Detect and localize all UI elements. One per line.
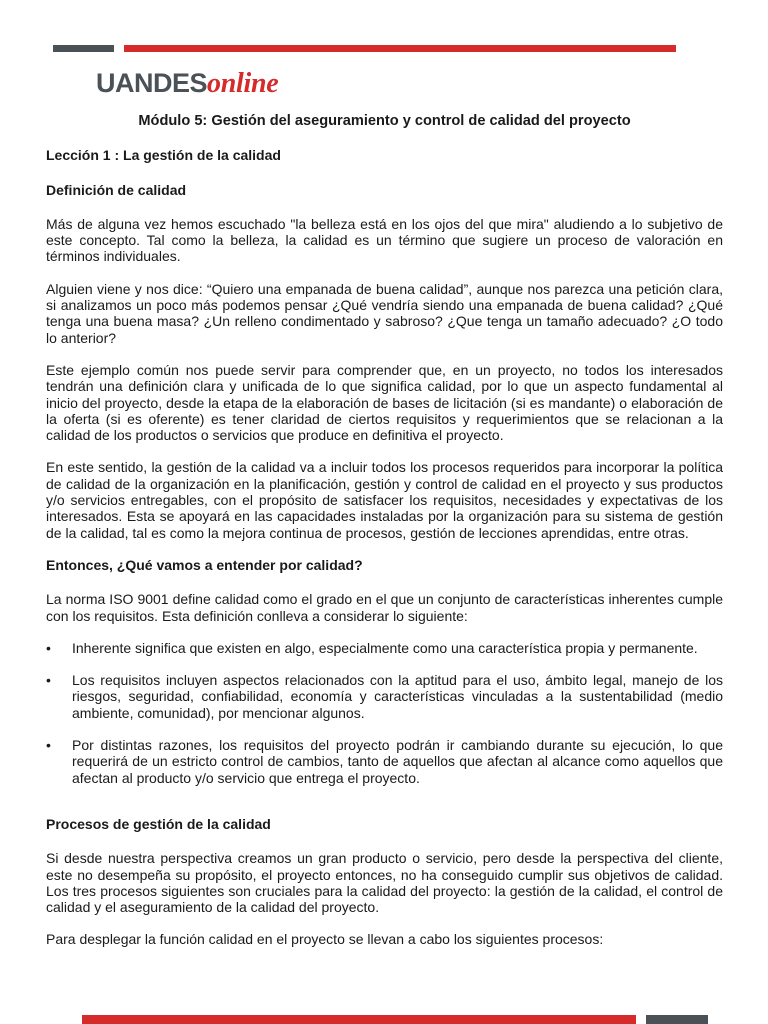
module-title: Módulo 5: Gestión del aseguramiento y control de calidad del proyecto (138, 113, 631, 129)
bullet-icon: • (46, 737, 51, 754)
list-item (46, 672, 723, 721)
list-item-text: Los requisitos incluyen aspectos relacionados con la aptitud para el uso, ámbito legal, manejo de los riesgos, seguridad, confiabilidad, economía y características vinculadas a la sustentabilidad (medio ambiente, comunidad), por mencionar algunos. (72, 672, 723, 721)
header-gray-bar (53, 45, 114, 52)
bullet-icon: • (46, 639, 51, 656)
section-heading-entender: Entonces, ¿Qué vamos a entender por calidad? (46, 556, 363, 573)
section-heading-definicion: Definición de calidad (46, 181, 187, 198)
uandes-online-logo (96, 68, 278, 102)
footer-gray-bar (646, 1015, 708, 1024)
paragraph: Más de alguna vez hemos escuchado "la belleza está en los ojos del que mira" aludiendo a lo subjetivo de este concepto. Tal como la belleza, la calidad es un término que sugiere un proceso de valoración en términos individuales. (46, 215, 723, 265)
list-item (46, 640, 723, 656)
list-item (46, 737, 723, 786)
paragraph: Para desplegar la función calidad en el proyecto se llevan a cabo los siguientes procesos: (46, 931, 604, 948)
footer-red-bar (82, 1015, 636, 1024)
lesson-heading: Lección 1 : La gestión de la calidad (46, 147, 281, 164)
paragraph: Este ejemplo común nos puede servir para comprender que, en un proyecto, no todos los interesados tendrán una definición clara y unificada de lo que significa calidad, por lo que un aspecto fundamental al inicio del proyecto, desde la etapa de la elaboración de bases de licitación (si es mandante) o elaboración de la oferta (si es oferente) es tener claridad de ciertos requisitos y requerimientos que se relacionan a la calidad de los productos o servicios que produce en definitiva el proyecto. (46, 361, 723, 444)
bullet-icon: • (46, 672, 51, 689)
paragraph: Si desde nuestra perspectiva creamos un gran producto o servicio, pero desde la perspectiva del cliente, este no desempeña su propósito, el proyecto entonces, no ha conseguido cumplir sus objetivos de calidad. Los tres procesos siguientes son cruciales para la calidad del proyecto: la gestión de la calidad, el control de calidad y el aseguramiento de la calidad del proyecto. (46, 850, 723, 916)
list-item-text: Por distintas razones, los requisitos del proyecto podrán ir cambiando durante su ejecución, lo que requerirá de un estricto control de cambios, tanto de aquellos que afectan al alcance como aquellos que afectan al producto y/o servicio que entrega el proyecto. (72, 737, 723, 786)
section-heading-procesos: Procesos de gestión de la calidad (46, 815, 271, 832)
logo-sub-text: online (207, 68, 279, 99)
paragraph: Alguien viene y nos dice: “Quiero una empanada de buena calidad”, aunque nos parezca una petición clara, si analizamos un poco más podemos pensar ¿Qué vendría siendo una empanada de buena calidad? ¿Qué tenga una buena masa? ¿Un relleno condimentado y sabroso? ¿Que tenga un tamaño adecuado? ¿O todo lo anterior? (46, 280, 723, 346)
paragraph: En este sentido, la gestión de la calidad va a incluir todos los procesos requeridos para incorporar la política de calidad de la organización en la planificación, gestión y control de calidad en el proyecto y sus productos y/o servicios entregables, con el propósito de satisfacer los requisitos, necesidades y expectativas de los interesados. Esta se apoyará en las capacidades instaladas por la organización para su sistema de gestión de la calidad, tal es como la mejora continua de procesos, gestión de lecciones aprendidas, entre otras. (46, 459, 723, 541)
bullet-list (46, 640, 723, 786)
header-red-bar (124, 45, 676, 52)
list-item-text: Inherente significa que existen en algo, especialmente como una característica propia y permanente. (72, 639, 698, 656)
logo-main-text: UANDES (96, 68, 208, 98)
document-body (46, 113, 723, 964)
paragraph: La norma ISO 9001 define calidad como el grado en el que un conjunto de características inherentes cumple con los requisitos. Esta definición conlleva a considerar lo siguiente: (46, 591, 723, 624)
